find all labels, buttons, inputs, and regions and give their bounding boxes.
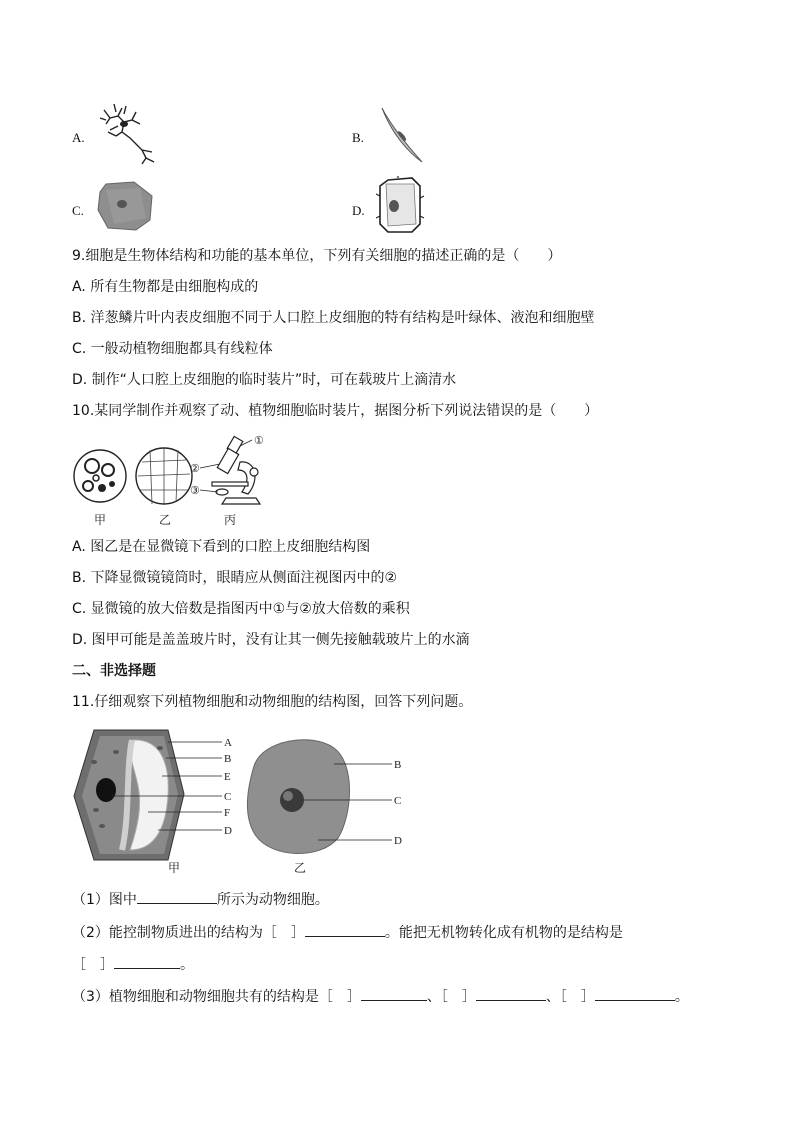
- label-jia-11: 甲: [168, 861, 181, 875]
- answer-blank-5[interactable]: [476, 986, 546, 1001]
- animal-label-d: D: [394, 835, 402, 847]
- q11-sub3-sep1: 、［ ］: [426, 989, 476, 1005]
- q11-sub3: [72, 986, 689, 1007]
- q10-figure: [72, 432, 272, 528]
- option-c-label: C.: [72, 203, 84, 218]
- animal-cell-diagram: [247, 740, 402, 875]
- q11-sub2-line2: [72, 954, 194, 975]
- animal-label-c: C: [394, 795, 402, 807]
- q11-sub1-pre: （1）图中: [72, 892, 137, 908]
- q9-option-d: D. 制作“人口腔上皮细胞的临时装片”时，可在载玻片上滴清水: [72, 372, 457, 388]
- q11-sub1-post: 所示为动物细胞。: [216, 892, 329, 908]
- neuron-image: [96, 100, 160, 168]
- plant-label-d: D: [224, 825, 232, 837]
- answer-blank-4[interactable]: [361, 986, 427, 1001]
- q11-sub2-mid: 。能把无机物转化成有机物的是结构是: [384, 925, 623, 941]
- option-d-label: D.: [352, 203, 365, 218]
- q11-sub2: [72, 922, 623, 943]
- q10-option-a: A. 图乙是在显微镜下看到的口腔上皮细胞结构图: [72, 539, 371, 555]
- answer-blank-1[interactable]: [137, 889, 217, 904]
- figure-bing-microscope: [212, 436, 260, 504]
- plant-label-b: B: [224, 753, 232, 765]
- plant-label-f: F: [224, 807, 231, 819]
- q9-stem: 9.细胞是生物体结构和功能的基本单位，下列有关细胞的描述正确的是（ ）: [72, 248, 562, 264]
- answer-blank-2[interactable]: [305, 922, 385, 937]
- plant-cell-diagram: [74, 730, 232, 875]
- q11-stem: 11.仔细观察下列植物细胞和动物细胞的结构图，回答下列问题。: [72, 694, 473, 710]
- q9-option-b: B. 洋葱鳞片叶内表皮细胞不同于人口腔上皮细胞的特有结构是叶绿体、液泡和细胞壁: [72, 310, 595, 326]
- q11-sub2-pre: （2）能控制物质进出的结构为［ ］: [72, 925, 305, 941]
- option-b-label: B.: [352, 130, 364, 145]
- smooth-muscle-cell-image: [376, 104, 428, 168]
- plant-label-c: C: [224, 791, 232, 803]
- label-circled-2: ②: [190, 463, 200, 475]
- q11-sub3-post: 。: [674, 989, 689, 1005]
- epithelial-cell-image: [96, 180, 156, 232]
- q11-figure: [72, 726, 412, 876]
- figure-yi-onion-cells: [136, 448, 192, 504]
- q10-option-c: C. 显微镜的放大倍数是指图丙中①与②放大倍数的乘积: [72, 601, 410, 617]
- plant-label-a: A: [224, 737, 232, 749]
- figure-jia-bubbles: [74, 450, 126, 502]
- q11-sub2-line2-pre: ［ ］: [72, 957, 114, 973]
- label-circled-3: ③: [190, 485, 200, 497]
- animal-label-b: B: [394, 759, 402, 771]
- plant-label-e: E: [224, 771, 231, 783]
- q9-option-a: A. 所有生物都是由细胞构成的: [72, 279, 259, 295]
- label-jia: 甲: [94, 513, 107, 527]
- answer-blank-6[interactable]: [595, 986, 675, 1001]
- q11-sub2-line2-post: 。: [180, 957, 194, 973]
- option-a-label: A.: [72, 130, 85, 145]
- plant-cell-image: [376, 176, 426, 234]
- label-yi-11: 乙: [294, 861, 307, 875]
- q9-option-c: C. 一般动植物细胞都具有线粒体: [72, 341, 273, 357]
- q10-option-d: D. 图甲可能是盖盖玻片时，没有让其一侧先接触载玻片上的水滴: [72, 632, 470, 648]
- answer-blank-3[interactable]: [114, 954, 180, 969]
- q11-sub3-pre: （3）植物细胞和动物细胞共有的结构是［ ］: [72, 989, 361, 1005]
- label-yi: 乙: [159, 513, 172, 527]
- q10-option-b: B. 下降显微镜镜筒时，眼睛应从侧面注视图丙中的②: [72, 570, 398, 586]
- q11-sub1: [72, 889, 329, 910]
- q10-stem: 10.某同学制作并观察了动、植物细胞临时装片，据图分析下列说法错误的是（ ）: [72, 403, 599, 419]
- section-title: 二、非选择题: [72, 663, 156, 679]
- label-circled-1: ①: [254, 435, 264, 447]
- label-bing: 丙: [224, 513, 237, 527]
- q11-sub3-sep2: 、［ ］: [545, 989, 595, 1005]
